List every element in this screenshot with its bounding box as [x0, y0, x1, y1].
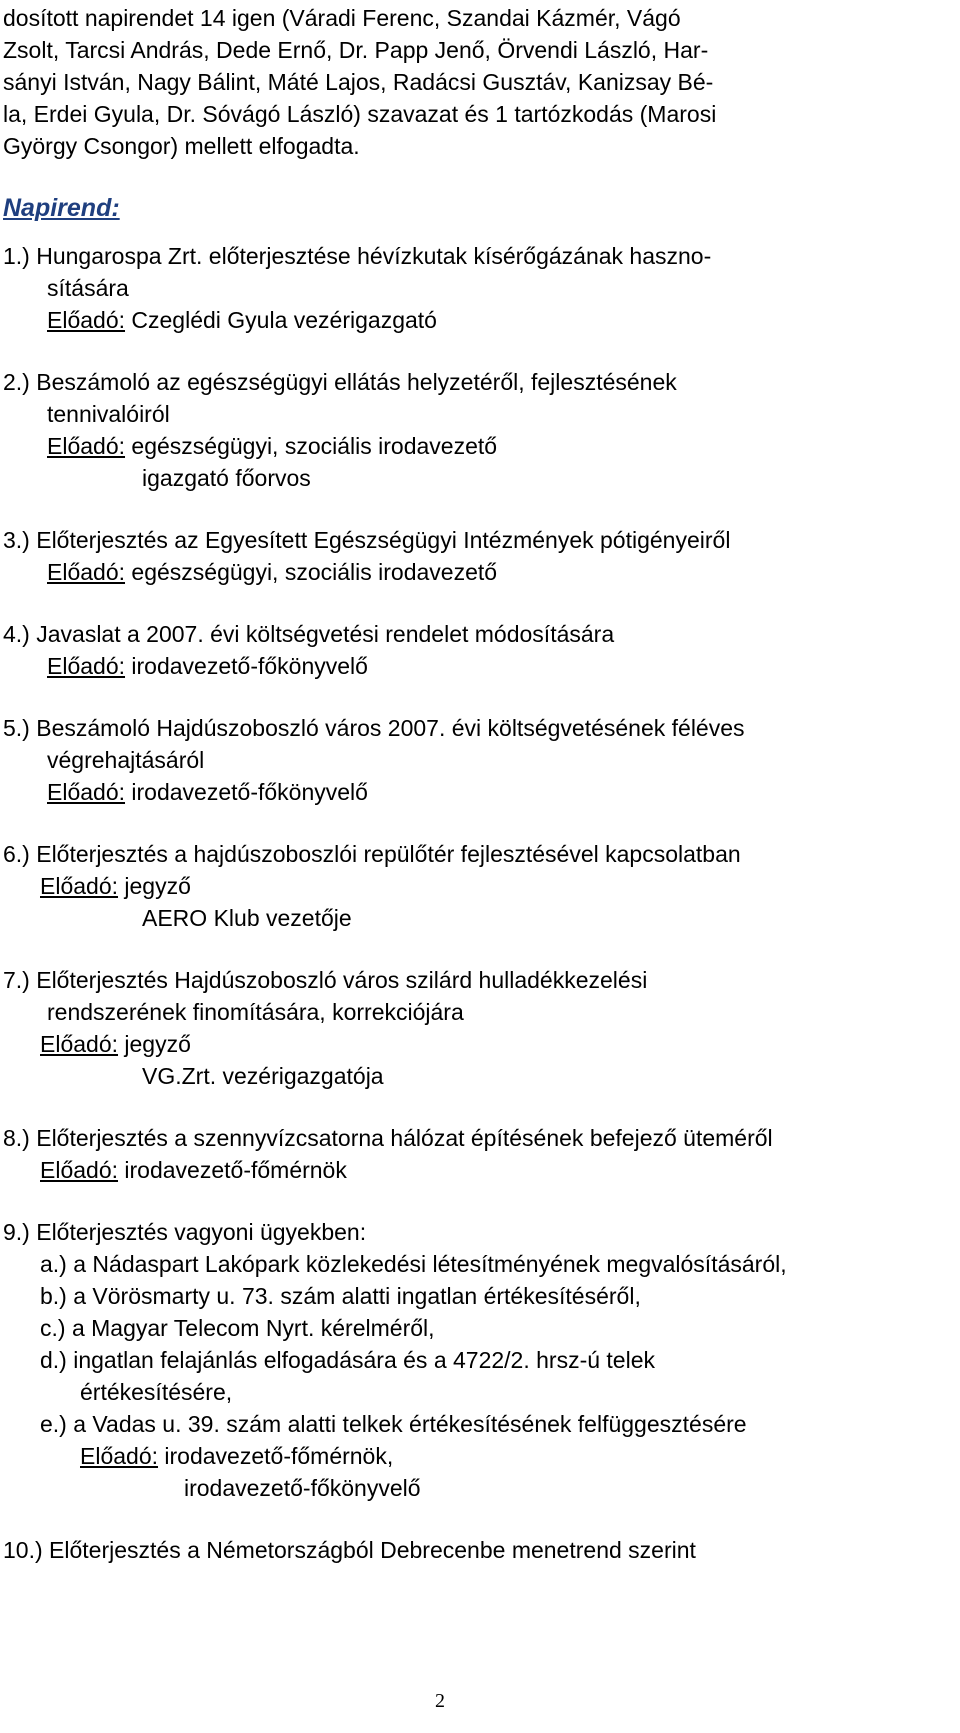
item-title: rendszerének finomítására, korrekciójára [47, 999, 464, 1025]
sub-item-d: d.) ingatlan felajánlás elfogadására és a 4722/2. hrsz-ú telek [40, 1347, 656, 1373]
item-title: 8.) Előterjesztés a szennyvízcsatorna hálózat építésének befejező üteméről [3, 1125, 773, 1151]
sub-item-c: c.) a Magyar Telecom Nyrt. kérelméről, [40, 1315, 435, 1341]
item-presenter [47, 777, 368, 807]
item-presenter-2: VG.Zrt. vezérigazgatója [142, 1063, 384, 1089]
item-presenter [47, 557, 497, 587]
item-title: 1.) Hungarospa Zrt. előterjesztése hévízkutak kísérőgázának haszno- [3, 243, 712, 269]
presenter-label: Előadó: [47, 433, 126, 459]
item-presenter [47, 651, 368, 681]
item-title: 5.) Beszámoló Hajdúszoboszló város 2007. évi költségvetésének féléves [3, 715, 745, 741]
item-title: tennivalóiról [47, 401, 170, 427]
item-presenter [40, 1155, 347, 1185]
item-presenter [40, 1029, 191, 1059]
presenter-label: Előadó: [40, 873, 119, 899]
item-presenter-2: igazgató főorvos [142, 465, 311, 491]
sub-item-a: a.) a Nádaspart Lakópark közlekedési létesítményének megvalósításáról, [40, 1251, 787, 1277]
item-presenter [40, 871, 191, 901]
item-title: 4.) Javaslat a 2007. évi költségvetési rendelet módosítására [3, 621, 615, 647]
sub-item-e: e.) a Vadas u. 39. szám alatti telkek értékesítésének felfüggesztésére [40, 1411, 747, 1437]
presenter-name: egészségügyi, szociális irodavezető [125, 433, 498, 459]
presenter-label: Előadó: [47, 779, 126, 805]
item-title: 6.) Előterjesztés a hajdúszoboszlói repülőtér fejlesztésével kapcsolatban [3, 841, 741, 867]
item-title: végrehajtásáról [47, 747, 205, 773]
presenter-name: jegyző [118, 873, 191, 899]
presenter-name: egészségügyi, szociális irodavezető [125, 559, 498, 585]
item-title: 10.) Előterjesztés a Németországból Debrecenbe menetrend szerint [3, 1537, 696, 1563]
intro-line: la, Erdei Gyula, Dr. Sóvágó László) szavazat és 1 tartózkodás (Marosi [3, 101, 717, 127]
page-number: 2 [435, 1690, 445, 1712]
presenter-label: Előadó: [80, 1443, 159, 1469]
item-title: 7.) Előterjesztés Hajdúszoboszló város szilárd hulladékkezelési [3, 967, 648, 993]
presenter-label: Előadó: [47, 307, 126, 333]
item-presenter [47, 305, 437, 335]
item-presenter-2: AERO Klub vezetője [142, 905, 352, 931]
intro-line: Zsolt, Tarcsi András, Dede Ernő, Dr. Papp Jenő, Örvendi László, Har- [3, 37, 709, 63]
presenter-label: Előadó: [40, 1031, 119, 1057]
presenter-label: Előadó: [47, 653, 126, 679]
agenda-heading: Napirend: [3, 194, 120, 222]
item-title: 3.) Előterjesztés az Egyesített Egészségügyi Intézmények pótigényeiről [3, 527, 731, 553]
presenter-label: Előadó: [40, 1157, 119, 1183]
intro-line: dosított napirendet 14 igen (Váradi Ferenc, Szandai Kázmér, Vágó [3, 5, 681, 31]
presenter-name: irodavezető-főmérnök [118, 1157, 347, 1183]
intro-line: sányi István, Nagy Bálint, Máté Lajos, Radácsi Gusztáv, Kanizsay Bé- [3, 69, 714, 95]
presenter-name: Czeglédi Gyula vezérigazgató [125, 307, 437, 333]
item-title: sítására [47, 275, 129, 301]
item-presenter [47, 431, 497, 461]
item-presenter-2: irodavezető-főkönyvelő [184, 1475, 421, 1501]
presenter-name: jegyző [118, 1031, 191, 1057]
sub-item-d-cont: értékesítésére, [80, 1379, 233, 1405]
presenter-label: Előadó: [47, 559, 126, 585]
item-title: 2.) Beszámoló az egészségügyi ellátás helyzetéről, fejlesztésének [3, 369, 677, 395]
presenter-name: irodavezető-főkönyvelő [125, 653, 368, 679]
presenter-name: irodavezető-főkönyvelő [125, 779, 368, 805]
intro-line: György Csongor) mellett elfogadta. [3, 133, 360, 159]
sub-item-b: b.) a Vörösmarty u. 73. szám alatti ingatlan értékesítéséről, [40, 1283, 641, 1309]
presenter-name: irodavezető-főmérnök, [158, 1443, 394, 1469]
item-title: 9.) Előterjesztés vagyoni ügyekben: [3, 1219, 367, 1245]
item-presenter [80, 1441, 393, 1471]
